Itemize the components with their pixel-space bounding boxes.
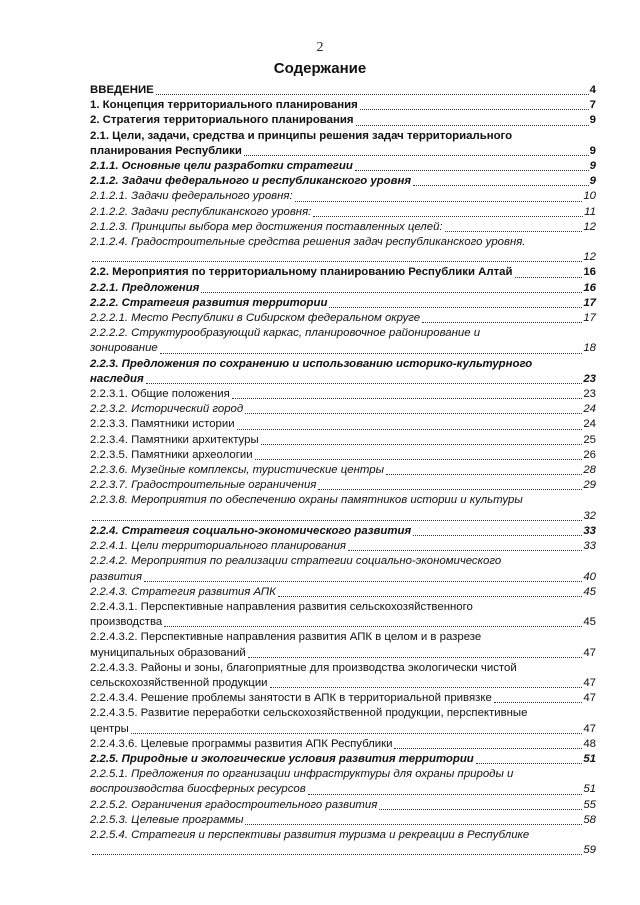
toc-entry[interactable] <box>90 387 596 402</box>
toc-entry-title: 2.2.5.3. Целевые программы <box>90 813 244 826</box>
toc-entry-title: муниципальных образований <box>90 646 246 659</box>
toc-entry-page: 18 <box>583 342 596 355</box>
toc-entry[interactable] <box>90 782 596 797</box>
toc-entry[interactable] <box>90 281 596 296</box>
toc-entry-title: 2.2.5.2. Ограничения градостроительного развития <box>90 798 378 811</box>
toc-entry[interactable] <box>90 570 596 585</box>
toc-entry[interactable] <box>90 220 596 235</box>
toc-entry-page: 17 <box>583 312 596 325</box>
toc-entry-line: 2.2.4.2. Мероприятия по реализации стратегии социально-экономического <box>90 555 502 568</box>
toc-entry-title: 2.2.3.7. Градостроительные ограничения <box>90 479 317 492</box>
toc-entry-page: 48 <box>583 737 596 750</box>
toc-entry-page: 51 <box>583 783 596 796</box>
toc-entry-page: 24 <box>583 403 596 416</box>
toc-entry-line: 2.2.5.1. Предложения по организации инфраструктуры для охраны природы и <box>90 768 514 781</box>
toc-entry-page: 47 <box>583 722 596 735</box>
toc-entry-page: 51 <box>583 752 596 765</box>
toc-entry-title: 2.1.2.1. Задачи федерального уровня: <box>90 190 293 203</box>
toc-entry-page: 55 <box>583 798 596 811</box>
toc-entry[interactable] <box>90 189 596 204</box>
toc-entry-title: центры <box>90 722 129 735</box>
toc-entry-page: 16 <box>583 281 596 294</box>
toc-entry-title: 2.2.2.1. Место Республики в Сибирском федеральном округе <box>90 312 421 325</box>
toc-entry-line: 2.2.2.2. Структурообразующий каркас, планировочное районирование и <box>90 327 481 340</box>
toc-entry[interactable] <box>90 691 596 706</box>
toc-entry[interactable] <box>90 676 596 691</box>
toc-entry-page: 9 <box>589 175 596 188</box>
table-of-contents <box>90 83 596 858</box>
toc-entry-title: 2.2.4.1. Цели территориального планирования <box>90 540 346 553</box>
toc-entry-page: 12 <box>583 220 596 233</box>
toc-title: Содержание <box>273 60 367 77</box>
toc-entry[interactable] <box>90 798 596 813</box>
toc-entry-page: 9 <box>589 160 596 173</box>
toc-entry-page: 45 <box>583 616 596 629</box>
toc-entry-title: 2.2.4.3. Стратегия развития АПК <box>90 585 276 598</box>
toc-entry-page: 47 <box>583 676 596 689</box>
toc-entry[interactable] <box>90 417 596 432</box>
toc-entry[interactable] <box>90 174 596 189</box>
toc-entry-title: 2.2.1. Предложения <box>90 281 200 294</box>
toc-entry[interactable] <box>90 478 596 493</box>
toc-entry-page: 26 <box>583 448 596 461</box>
toc-entry-title: планирования Республики <box>90 144 242 157</box>
toc-entry[interactable] <box>90 159 596 174</box>
toc-entry-page: 45 <box>583 585 596 598</box>
toc-entry[interactable] <box>90 144 596 159</box>
toc-entry-title: 2.2.3.6. Музейные комплексы, туристические центры <box>90 464 384 477</box>
toc-entry[interactable] <box>90 372 596 387</box>
toc-entry-title: 1. Концепция территориального планирования <box>90 99 358 112</box>
toc-entry[interactable] <box>90 646 596 661</box>
toc-entry-title: сельскохозяйственной продукции <box>90 676 268 689</box>
toc-entry[interactable] <box>90 113 596 128</box>
toc-entry[interactable] <box>90 98 596 113</box>
toc-entry[interactable] <box>90 509 596 524</box>
toc-entry-title: 2.1.2.2. Задачи республиканского уровня: <box>90 205 312 218</box>
toc-entry-page: 32 <box>583 509 596 522</box>
toc-entry[interactable] <box>90 205 596 220</box>
toc-entry-title: ВВЕДЕНИЕ <box>90 84 154 96</box>
toc-entry-page: 58 <box>583 813 596 826</box>
toc-entry-line: 2.1.2.4. Градостроительные средства решения задач республиканского уровня. <box>90 236 526 249</box>
toc-entry-page: 9 <box>589 144 596 157</box>
toc-entry[interactable] <box>90 296 596 311</box>
toc-entry-page: 23 <box>583 372 596 385</box>
toc-entry-line: 2.2.4.3.2. Перспективные направления развития АПК в целом и в разрезе <box>90 631 482 644</box>
toc-entry-page: 47 <box>583 692 596 705</box>
toc-entry-page: 7 <box>589 99 596 112</box>
toc-entry[interactable] <box>90 843 596 858</box>
toc-entry[interactable] <box>90 463 596 478</box>
toc-entry-page: 16 <box>583 266 596 279</box>
toc-entry-page: 9 <box>589 114 596 127</box>
toc-entry-title: 2.1.2. Задачи федерального и республиканского уровня <box>90 175 412 188</box>
toc-entry-line: 2.2.3. Предложения по сохранению и использованию историко-культурного <box>90 357 533 370</box>
toc-entry-title: 2.2.3.2. Исторический город <box>90 403 244 416</box>
toc-entry-page: 23 <box>583 388 596 401</box>
toc-entry-page: 59 <box>583 844 596 857</box>
toc-entry[interactable] <box>90 737 596 752</box>
toc-entry-page: 47 <box>583 646 596 659</box>
toc-entry-title: 2.2.2. Стратегия развития территории <box>90 296 328 309</box>
toc-entry-line: 2.2.4.3.1. Перспективные направления развития сельскохозяйственного <box>90 600 473 613</box>
toc-entry-title: 2.2.3.5. Памятники археологии <box>90 448 253 461</box>
toc-entry-title: 2.2.4. Стратегия социально-экономического развития <box>90 524 412 537</box>
toc-entry-page: 40 <box>583 570 596 583</box>
toc-entry-title: развития <box>90 570 142 583</box>
toc-entry[interactable] <box>90 250 596 265</box>
toc-entry-title: 2. Стратегия территориального планирования <box>90 114 354 127</box>
toc-entry-page: 33 <box>583 524 596 537</box>
page-number: 2 <box>316 40 324 55</box>
toc-entry-title: 2.2.4.3.6. Целевые программы развития АПК Республики <box>90 737 393 750</box>
toc-entry[interactable] <box>90 813 596 828</box>
toc-entry-line: 2.2.4.3.3. Районы и зоны, благоприятные для производства экологически чистой <box>90 661 517 674</box>
toc-entry-page: 10 <box>583 190 596 203</box>
toc-entry[interactable] <box>90 448 596 463</box>
toc-entry-title: производства <box>90 616 163 629</box>
toc-entry[interactable] <box>90 265 596 280</box>
toc-entry-page: 12 <box>583 251 596 264</box>
toc-entry-page: 33 <box>583 540 596 553</box>
toc-entry-page: 28 <box>583 464 596 477</box>
toc-entry-title: 2.2. Мероприятия по территориальному планированию Республики Алтай <box>90 266 513 279</box>
toc-entry-title: 2.2.3.3. Памятники истории <box>90 418 235 431</box>
toc-entry-line: 2.2.5.4. Стратегия и перспективы развития туризма и рекреации в Республике <box>90 828 530 841</box>
toc-entry-title: 2.2.5. Природные и экологические условия развития территории <box>90 752 474 765</box>
toc-entry[interactable] <box>90 585 596 600</box>
toc-entry[interactable] <box>90 402 596 417</box>
toc-entry-line: 2.2.4.3.5. Развитие переработки сельскохозяйственной продукции, перспективные <box>90 707 528 720</box>
toc-entry-title: 2.1.2.3. Принципы выбора мер достижения поставленных целей: <box>90 220 443 233</box>
toc-entry[interactable] <box>90 311 596 326</box>
toc-entry[interactable] <box>90 433 596 448</box>
toc-entry-line: 2.2.3.8. Мероприятия по обеспечению охраны памятников истории и культуры <box>90 494 523 507</box>
toc-entry-page: 4 <box>589 84 596 96</box>
toc-entry-title: 2.2.3.1. Общие положения <box>90 388 230 401</box>
toc-entry-page: 25 <box>583 433 596 446</box>
toc-entry[interactable] <box>90 615 596 630</box>
toc-entry-title: 2.2.3.4. Памятники архитектуры <box>90 433 259 446</box>
toc-entry[interactable] <box>90 83 596 98</box>
toc-entry-title: 2.1.1. Основные цели разработки стратегии <box>90 160 353 173</box>
toc-entry-title: зонирование <box>90 342 158 355</box>
toc-entry[interactable] <box>90 722 596 737</box>
toc-entry-title: наследия <box>90 372 144 385</box>
toc-entry-title: 2.2.4.3.4. Решение проблемы занятости в АПК в территориальной привязке <box>90 692 492 705</box>
toc-entry[interactable] <box>90 539 596 554</box>
toc-entry-page: 24 <box>583 418 596 431</box>
toc-entry[interactable] <box>90 752 596 767</box>
toc-entry[interactable] <box>90 524 596 539</box>
toc-entry-page: 11 <box>584 205 596 218</box>
toc-entry-page: 29 <box>583 479 596 492</box>
toc-entry-title: воспроизводства биосферных ресурсов <box>90 783 306 796</box>
toc-entry[interactable] <box>90 341 596 356</box>
toc-entry-line: 2.1. Цели, задачи, средства и принципы решения задач территориального <box>90 129 513 142</box>
toc-entry-page: 17 <box>583 296 596 309</box>
